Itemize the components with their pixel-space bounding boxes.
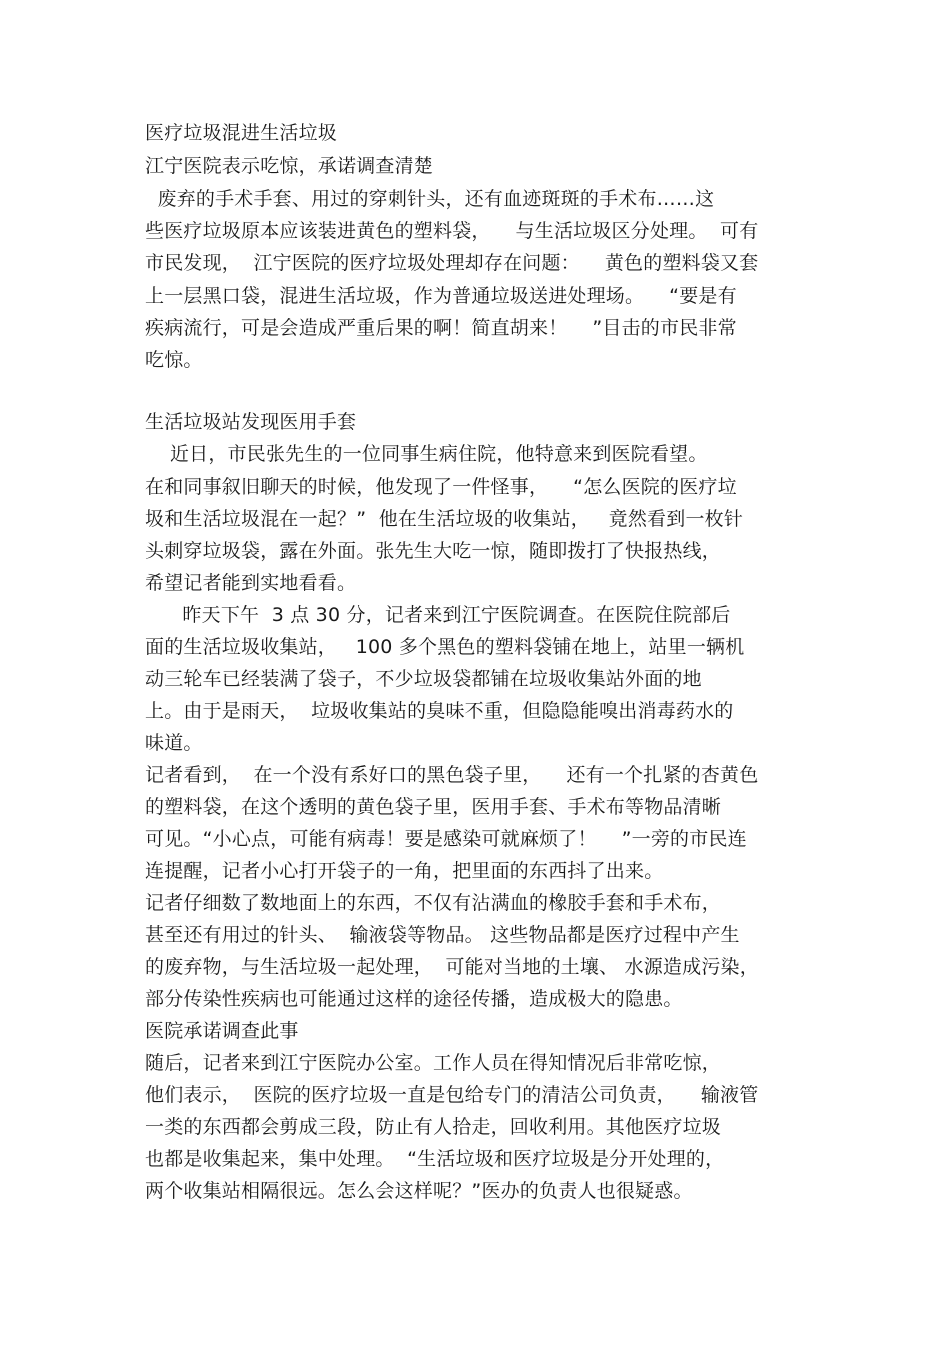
body-line: 些医疗垃圾原本应该装进黄色的塑料袋， 与生活垃圾区分处理。 可有 bbox=[145, 220, 759, 242]
section-heading: 生活垃圾站发现医用手套 bbox=[145, 411, 357, 433]
section-heading: 医院承诺调查此事 bbox=[145, 1020, 299, 1042]
body-line: 也都是收集起来，集中处理。 “生活垃圾和医疗垃圾是分开处理的， bbox=[145, 1148, 725, 1170]
body-line: 随后，记者来到江宁医院办公室。工作人员在得知情况后非常吃惊， bbox=[145, 1052, 722, 1074]
body-line: 的塑料袋，在这个透明的黄色袋子里，医用手套、手术布等物品清晰 bbox=[145, 796, 722, 818]
body-line: 味道。 bbox=[145, 732, 203, 754]
article-title: 医疗垃圾混进生活垃圾 bbox=[145, 122, 338, 144]
body-line: 动三轮车已经装满了袋子，不少垃圾袋都铺在垃圾收集站外面的地 bbox=[145, 668, 702, 690]
body-line: 近日，市民张先生的一位同事生病住院，他特意来到医院看望。 bbox=[145, 443, 708, 465]
body-line: 的废弃物，与生活垃圾一起处理， 可能对当地的土壤、 水源造成污染， bbox=[145, 956, 759, 978]
body-line: 吃惊。 bbox=[145, 349, 203, 371]
body-line: 圾和生活垃圾混在一起？” 他在生活垃圾的收集站， 竟然看到一枚针 bbox=[145, 508, 744, 530]
body-line: 两个收集站相隔很远。怎么会这样呢？”医办的负责人也很疑惑。 bbox=[145, 1180, 693, 1202]
body-line: 上。由于是雨天， 垃圾收集站的臭味不重，但隐隐能嗅出消毒药水的 bbox=[145, 700, 734, 722]
body-line: 上一层黑口袋，混进生活垃圾，作为普通垃圾送进处理场。 “要是有 bbox=[145, 285, 737, 307]
body-line: 部分传染性疾病也可能通过这样的途径传播，造成极大的隐患。 bbox=[145, 988, 683, 1010]
body-line: 甚至还有用过的针头、 输液袋等物品。 这些物品都是医疗过程中产生 bbox=[145, 924, 740, 946]
body-line: 记者看到， 在一个没有系好口的黑色袋子里， 还有一个扎紧的杏黄色 bbox=[145, 764, 759, 786]
body-line: 头刺穿垃圾袋，露在外面。张先生大吃一惊，随即拨打了快报热线， bbox=[145, 540, 722, 562]
body-line: 记者仔细数了数地面上的东西，不仅有沾满血的橡胶手套和手术布， bbox=[145, 892, 722, 914]
body-line: 可见。“小心点，可能有病毒！要是感染可就麻烦了！ ”一旁的市民连 bbox=[145, 828, 747, 850]
body-line: 在和同事叙旧聊天的时候，他发现了一件怪事， “怎么医院的医疗垃 bbox=[145, 476, 737, 498]
body-line: 希望记者能到实地看看。 bbox=[145, 572, 357, 594]
body-line: 他们表示， 医院的医疗垃圾一直是包给专门的清洁公司负责， 输液管 bbox=[145, 1084, 759, 1106]
article-subtitle: 江宁医院表示吃惊，承诺调查清楚 bbox=[145, 155, 434, 177]
body-line: 一类的东西都会剪成三段，防止有人拾走，回收利用。其他医疗垃圾 bbox=[145, 1116, 722, 1138]
body-line: 连提醒，记者小心打开袋子的一角，把里面的东西抖了出来。 bbox=[145, 860, 664, 882]
body-line: 昨天下午 3 点 30 分，记者来到江宁医院调查。在医院住院部后 bbox=[145, 604, 731, 626]
body-line: 废弃的手术手套、用过的穿刺针头，还有血迹斑斑的手术布……这 bbox=[145, 188, 715, 210]
body-line: 面的生活垃圾收集站， 100 多个黑色的塑料袋铺在地上，站里一辆机 bbox=[145, 636, 745, 658]
body-line: 疾病流行，可是会造成严重后果的啊！简直胡来！ ”目击的市民非常 bbox=[145, 317, 737, 339]
body-line: 市民发现， 江宁医院的医疗垃圾处理却存在问题： 黄色的塑料袋又套 bbox=[145, 252, 759, 274]
